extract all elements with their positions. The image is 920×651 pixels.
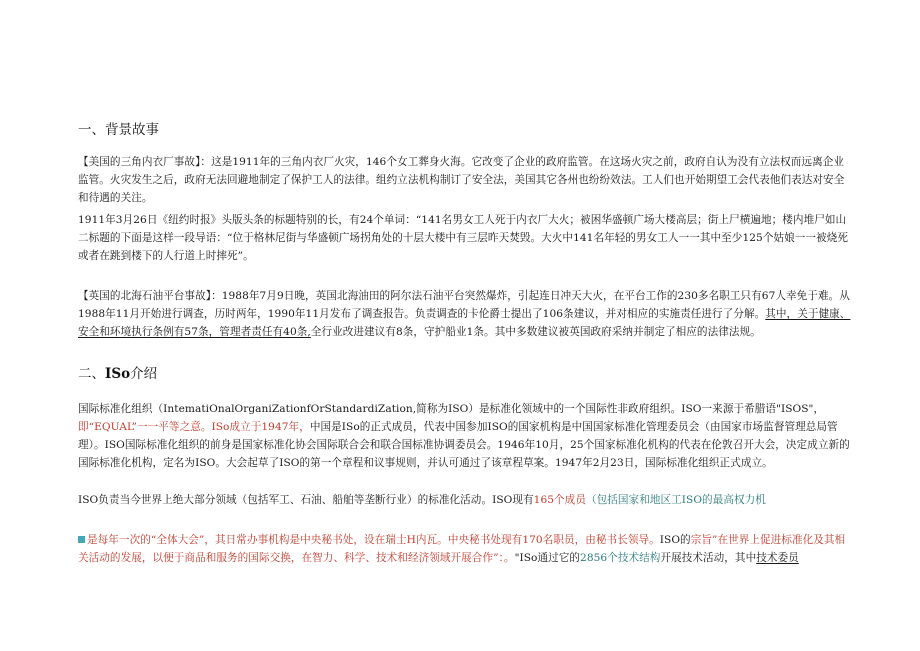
iso-tech-committee: 技术委员 bbox=[756, 552, 799, 564]
north-sea-underlined: 其中，关于健康、安全和环境执行条例有57条，管理者责任有40条, bbox=[78, 308, 851, 338]
north-sea-text-b: 全行业改进建议有8条，守护船业1条。其中多数建议被英国政府采纳并制定了相应的法律法规。 bbox=[310, 326, 761, 338]
paragraph-triangle-factory: 【美国的三角内衣厂事故】：这是1911年的三角内衣厂火灾，146个女工葬身火海。它改变了企业的政府监管。在这场火灾之前，政府自认为没有立法权而远离企业监管。火灾发生之后，政府无法回避地制定了保护工人的法律。组约立法机构制订了安全法，美国其它各州也纷纷效法。工人们也开始期望工会代表他们表达对安全和待遇的关注。 bbox=[78, 156, 845, 204]
paragraph-iso-intro bbox=[78, 400, 853, 472]
iso-tech-structures: 2856个技术结构 bbox=[580, 552, 661, 564]
iso-purpose-prefix: ISO的 bbox=[659, 534, 691, 546]
iso-tech-text-a: "ISo通过它的 bbox=[514, 552, 581, 564]
north-sea-text-a: 【英国的北海石油平台事故】：1988年7月9日晚，英国北海油田的阿尔法石油平台突然爆炸，引起连日冲天大火，在平台工作的230多名职工只有67人幸免于难。从1988年11月开始进行调查，历时两年，1990年11月发布了调查报告。负责调查的卡伦爵士提出了106条建议，并对相应的实施责任进行了分解。 bbox=[78, 290, 850, 320]
iso-scope-text-a: ISO负责当今世界上绝大部分领域（包括军工、石油、船舶等垄断行业）的标准化活动。ISO现有 bbox=[78, 494, 534, 506]
iso-tech-text-b: 开展技术活动，其中 bbox=[660, 552, 757, 564]
iso-heading-bold: ISo bbox=[105, 366, 131, 382]
paragraph-north-sea bbox=[78, 287, 853, 341]
iso-assembly-red: 是每年一次的“全体大会”，其日常办事机构是中央秘书处，设在瑞士H内瓦。中央秘书处现有170名职员，由秘书长领导。 bbox=[87, 534, 660, 546]
section-heading-background: 一、背景故事 bbox=[78, 122, 159, 138]
iso-intro-text-b: 中国是ISo的正式成员，代表中国参加ISO的国家机构是中国国家标准化管理委员会（由国家市场监督管理总局管理）。ISO国际标准化组织的前身是国家标准化协会国际联合会和联合国标准协调委员会。1946年10月，25个国家标准化机构的代表在伦敦召开大会，决定成立新的国际标准化机构，定名为ISO。大会起草了ISO的第一个章程和议事规则，并认可通过了该章程草案。1947年2月23日，国际标准化组织正式成立。 bbox=[78, 421, 850, 469]
paragraph-iso-general-assembly bbox=[78, 531, 853, 567]
iso-heading-suffix: 介绍 bbox=[130, 366, 158, 382]
iso-intro-red: 即“EQUAL”一一平等之意。ISo成立于1947年， bbox=[78, 421, 310, 433]
paragraph-iso-scope bbox=[78, 491, 853, 509]
iso-scope-text-b: （包括国家和地区工ISO的 bbox=[585, 494, 713, 506]
iso-purpose-word: 宗旨 bbox=[690, 534, 712, 546]
section-heading-iso bbox=[78, 362, 157, 382]
teal-square-bullet-icon bbox=[78, 536, 85, 543]
iso-intro-text-a: 国际标准化组织（IntematiOnalOrganiZationfOrStandardiZation,简称为ISO）是标准化领域中的一个国际性非政府组织。ISO一来源于希腊语"ISOS"， bbox=[78, 403, 825, 415]
iso-scope-members: 165个成员 bbox=[533, 494, 586, 506]
iso-purpose-text: ”在世界上促进标准化及其相关活动的发展，以便于商品和服务的国际交换，在智力、科学、技术和经济领域开展合作”：。 bbox=[78, 534, 846, 564]
paragraph-nyt-headline: 1911年3月26日《纽约时报》头版头条的标题特别的长，有24个单词：“141名男女工人死于内衣厂大火；被困华盛顿广场大楼高层；街上尸横遍地；楼内堆尸如山二标题的下面是这样一段导语：“位于格林尼街与华盛顿广场拐角处的十层大楼中有三层昨天焚毁。大火中141名年轻的男女工人一一其中至少125个姑娘一一被烧死或者在跳到楼下的人行道上时摔死”。 bbox=[78, 214, 848, 262]
iso-heading-prefix: 二、 bbox=[78, 366, 105, 382]
iso-scope-authority: 最高权力机 bbox=[712, 494, 766, 506]
